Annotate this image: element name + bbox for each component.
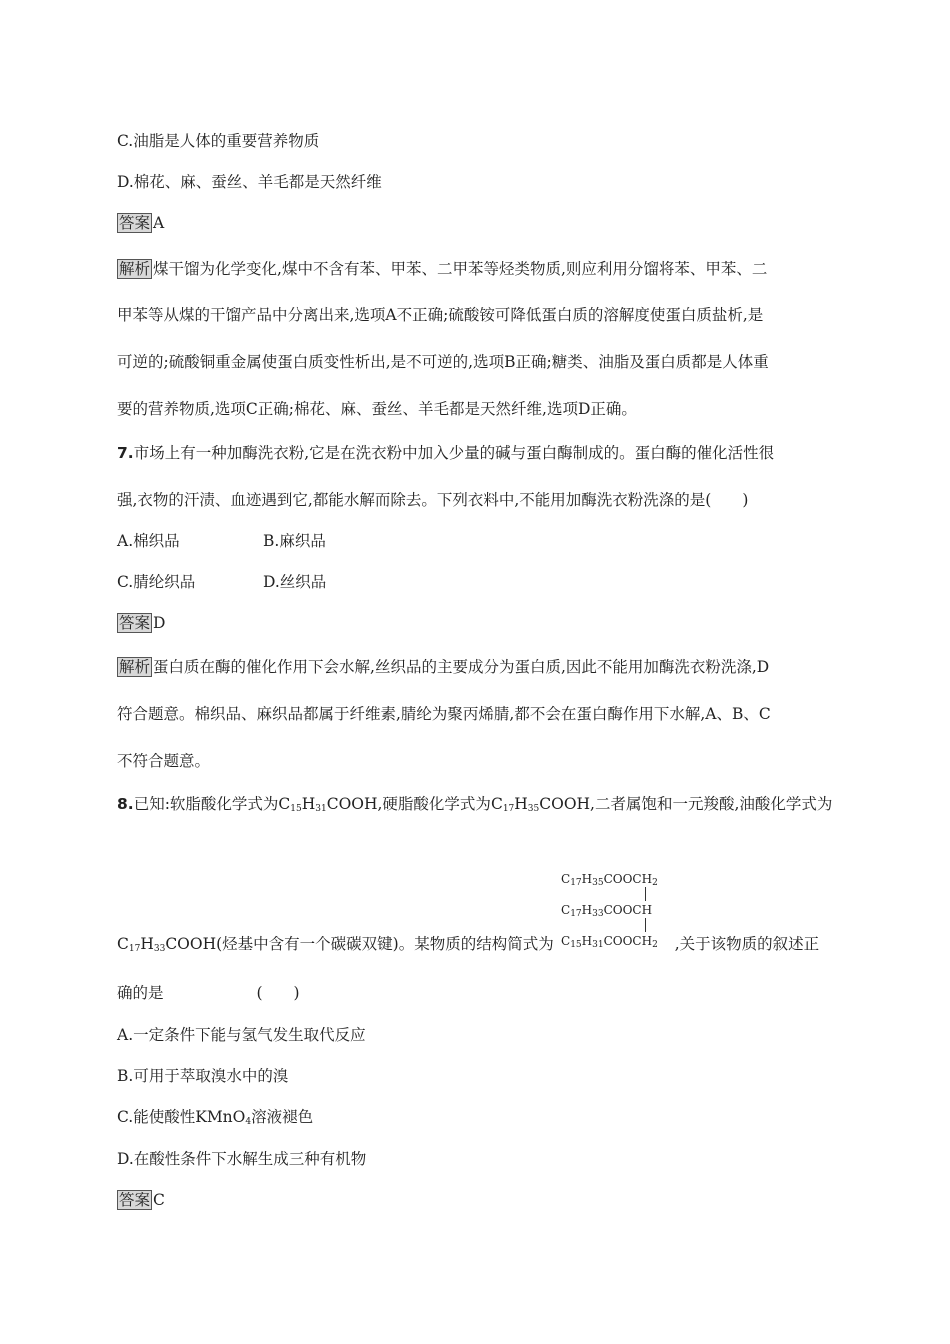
formula-text: H [581,903,593,917]
q7-stem-text: 市场上有一种加酶洗衣粉,它是在洗衣粉中加入少量的碱与蛋白酶制成的。蛋白酶的催化活性很 [133,444,775,462]
q8-stem-line-3: 确的是 ( ) [117,984,300,1002]
formula-row-1 [561,872,658,886]
formula-text: C [561,903,571,917]
subscript: 31 [315,804,327,814]
q8-stem-text: H [514,795,528,813]
q7-number: 7. [117,444,134,462]
prev-analysis-line-3: 可逆的;硫酸铜重金属使蛋白质变性析出,是不可逆的,选项B正确;糖类、油脂及蛋白质都是人体重 [117,353,769,371]
q8-stem-text: ,关于该物质的叙述正 [674,935,820,953]
formula-text: C [561,872,571,886]
subscript: 31 [592,940,604,950]
prev-option-d: D.棉花、麻、蚕丝、羊毛都是天然纤维 [117,173,382,191]
analysis-tag: 解析 [119,658,151,676]
formula-text: COOCH [603,903,653,917]
formula-text: H [581,872,593,886]
answer-value: C [153,1191,165,1209]
formula-text: COOCH [603,872,653,886]
prev-answer [117,213,164,233]
subscript: 33 [592,909,604,919]
q8-stem-text: H [301,795,316,813]
option-text: C.能使酸性KMnO [117,1108,246,1126]
q7-stem-line-1 [117,443,774,463]
q8-stem-text: 已知:软脂酸化学式为C [133,795,291,813]
q8-option-b: B.可用于萃取溴水中的溴 [117,1067,289,1085]
q7-analysis-line-3: 不符合题意。 [117,752,211,770]
subscript: 15 [570,940,582,950]
answer-tag: 答案 [119,614,151,632]
subscript: 15 [290,804,302,814]
subscript: 4 [245,1117,252,1127]
q7-option-a: A.棉织品 [117,532,180,550]
q7-analysis-line-1 [117,657,769,677]
prev-analysis-line-1 [117,259,767,279]
subscript: 17 [570,909,582,919]
subscript: 35 [592,878,604,888]
subscript: 17 [502,804,515,814]
q8-option-d: D.在酸性条件下水解生成三种有机物 [117,1150,367,1168]
q7-options-row-1 [117,531,326,551]
q8-answer [117,1190,165,1210]
q8-stem-line-2 [117,934,819,954]
answer-value: A [153,214,165,232]
q8-stem-line-1 [117,794,832,814]
q8-stem-text: COOH,硬脂酸化学式为C [326,795,503,813]
q7-option-c: C.腈纶织品 [117,573,196,591]
formula-text: COOCH [603,934,653,948]
analysis-tag: 解析 [119,260,151,278]
analysis-text: 蛋白质在酶的催化作用下会水解,丝织品的主要成分为蛋白质,因此不能用加酶洗衣粉洗涤,D [153,658,770,676]
subscript: 17 [570,878,582,888]
analysis-text: 煤干馏为化学变化,煤中不含有苯、甲苯、二甲苯等烃类物质,则应利用分馏将苯、甲苯、二 [153,260,768,278]
q8-option-a: A.一定条件下能与氢气发生取代反应 [117,1026,366,1044]
subscript: 2 [652,940,658,950]
prev-option-c: C.油脂是人体的重要营养物质 [117,132,320,150]
answer-tag: 答案 [119,214,151,232]
q7-options-row-2 [117,572,327,592]
q8-number: 8. [117,795,134,813]
q7-option-d: D.丝织品 [263,573,327,591]
subscript: 35 [527,804,540,814]
bond-line [645,887,646,901]
q8-option-c [117,1107,313,1127]
subscript: 2 [652,878,658,888]
formula-text: H [581,934,593,948]
formula-row-2 [561,903,652,917]
q7-stem-line-2: 强,衣物的汗渍、血迹遇到它,都能水解而除去。下列衣料中,不能用加酶洗衣粉洗涤的是( ) [117,491,749,509]
q7-analysis-line-2: 符合题意。棉织品、麻织品都属于纤维素,腈纶为聚丙烯腈,都不会在蛋白酶作用下水解,A、B、C [117,705,771,723]
prev-analysis-line-4: 要的营养物质,选项C正确;棉花、麻、蚕丝、羊毛都是天然纤维,选项D正确。 [117,400,637,418]
q8-stem-text: C [117,935,129,953]
q8-stem-text: COOH(烃基中含有一个碳碳双键)。某物质的结构简式为 [165,935,554,953]
q8-stem-text: COOH,二者属饱和一元羧酸,油酸化学式为 [539,795,833,813]
subscript: 33 [153,944,166,954]
subscript: 17 [128,944,141,954]
q7-option-b: B.麻织品 [263,532,326,550]
q7-answer [117,613,165,633]
q8-stem-text: H [140,935,154,953]
answer-tag: 答案 [119,1191,151,1209]
prev-analysis-line-2: 甲苯等从煤的干馏产品中分离出来,选项A不正确;硫酸铵可降低蛋白质的溶解度使蛋白质盐析,是 [117,306,764,324]
option-text: 溶液褪色 [251,1108,314,1126]
formula-text: C [561,934,571,948]
answer-value: D [153,614,166,632]
bond-line [645,918,646,932]
